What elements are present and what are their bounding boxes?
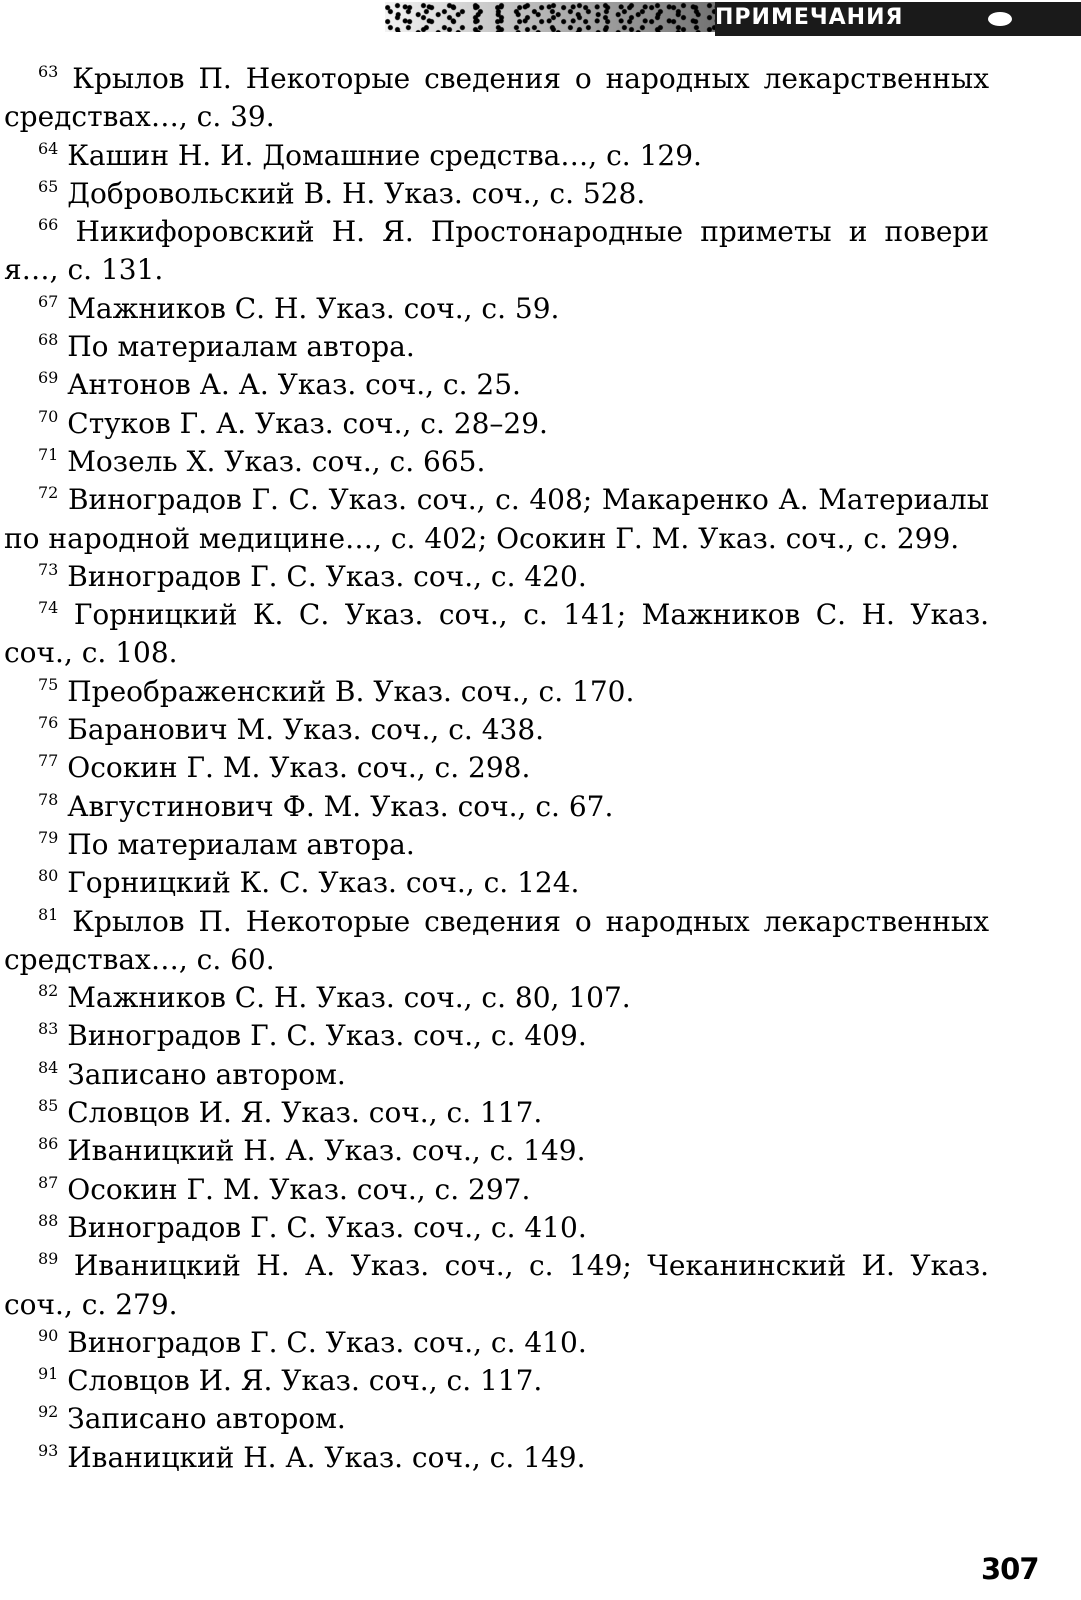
footnote-item (4, 1017, 989, 1055)
footnote-number: 91 (38, 1364, 59, 1384)
footnote-item (4, 558, 989, 596)
footnote-number: 65 (38, 176, 59, 196)
footnote-text: Иваницкий Н. А. Указ. соч., с. 149. (67, 1440, 586, 1474)
footnote-item (4, 596, 989, 673)
footnote-text: Добровольский В. Н. Указ. соч., с. 528. (67, 176, 646, 210)
footnote-number: 82 (38, 981, 59, 1001)
footnote-number: 86 (38, 1134, 59, 1154)
footnote-number: 81 (38, 904, 59, 924)
footnote-text: Стуков Г. А. Указ. соч., с. 28–29. (67, 406, 548, 440)
footnote-number: 75 (38, 674, 59, 694)
footnote-number: 88 (38, 1210, 59, 1230)
footnote-number: 67 (38, 291, 59, 311)
footnote-text: Осокин Г. М. Указ. соч., с. 298. (67, 751, 531, 785)
footnote-text: Виноградов Г. С. Указ. соч., с. 410. (67, 1325, 587, 1359)
footnote-number: 77 (38, 751, 59, 771)
footnote-text: По материалам автора. (67, 827, 415, 861)
footnote-number: 79 (38, 827, 59, 847)
footnote-item (4, 213, 989, 290)
footnote-item (4, 1324, 989, 1362)
footnote-text: Преображенский В. Указ. соч., с. 170. (67, 674, 635, 708)
footnote-text: Виноградов Г. С. Указ. соч., с. 420. (67, 559, 587, 593)
footnote-item (4, 366, 989, 404)
footnote-number: 84 (38, 1057, 59, 1077)
footnote-number: 90 (38, 1325, 59, 1345)
footnote-item (4, 979, 989, 1017)
footnote-item (4, 405, 989, 443)
footnote-text: Горницкий К. С. Указ. соч., с. 141; Мажников С. Н. Указ. соч., с. 108. (4, 598, 990, 670)
footnote-number: 72 (38, 483, 59, 503)
footnote-number: 68 (38, 330, 59, 350)
footnote-item (4, 1362, 989, 1400)
footnote-number: 69 (38, 368, 59, 388)
footnote-text: Иваницкий Н. А. Указ. соч., с. 149; Чеканинский И. Указ. соч., с. 279. (4, 1249, 989, 1321)
footnote-item (4, 60, 989, 137)
footnote-item (4, 137, 989, 175)
header-decorative-texture (385, 2, 715, 32)
footnote-number: 71 (38, 444, 59, 464)
footnote-number: 83 (38, 1019, 59, 1039)
footnote-number: 74 (38, 598, 59, 618)
footnote-item (4, 1209, 989, 1247)
footnote-item (4, 903, 989, 980)
footnote-text: Словцов И. Я. Указ. соч., с. 117. (67, 1096, 543, 1130)
footnote-item (4, 1171, 989, 1209)
footnote-item (4, 328, 989, 366)
running-header (0, 0, 1081, 44)
footnote-text: Виноградов Г. С. Указ. соч., с. 408; Макаренко А. Материалы по народной медицине…, с. 402; Осокин Г. М. Указ. соч., с. 299. (4, 483, 990, 555)
page-number: 307 (981, 1552, 1039, 1586)
footnote-item (4, 1247, 989, 1324)
footnote-number: 92 (38, 1402, 59, 1422)
footnote-item (4, 826, 989, 864)
footnote-text: Августинович Ф. М. Указ. соч., с. 67. (67, 789, 614, 823)
footnote-item (4, 1056, 989, 1094)
footnote-item (4, 481, 989, 558)
footnote-item (4, 864, 989, 902)
header-ornament-icon (985, 9, 1015, 29)
footnote-text: Мозель Х. Указ. соч., с. 665. (67, 444, 486, 478)
footnote-number: 78 (38, 789, 59, 809)
footnote-item (4, 673, 989, 711)
running-header-title: ПРИМЕЧАНИЯ (715, 5, 904, 30)
footnote-number: 80 (38, 866, 59, 886)
footnote-number: 93 (38, 1440, 59, 1460)
footnote-text: По материалам автора. (67, 330, 415, 364)
footnote-number: 85 (38, 1096, 59, 1116)
footnote-number: 87 (38, 1172, 59, 1192)
footnote-number: 64 (38, 138, 59, 158)
footnote-item (4, 175, 989, 213)
footnote-text: Виноградов Г. С. Указ. соч., с. 409. (67, 1019, 587, 1053)
footnote-text: Иваницкий Н. А. Указ. соч., с. 149. (67, 1134, 586, 1168)
footnote-item (4, 711, 989, 749)
footnote-number: 89 (38, 1249, 59, 1269)
footnote-text: Горницкий К. С. Указ. соч., с. 124. (67, 866, 580, 900)
footnote-text: Записано автором. (67, 1057, 346, 1091)
footnote-text: Словцов И. Я. Указ. соч., с. 117. (67, 1364, 543, 1398)
footnote-text: Антонов А. А. Указ. соч., с. 25. (67, 368, 521, 402)
footnote-text: Записано автором. (67, 1402, 346, 1436)
footnote-text: Баранович М. Указ. соч., с. 438. (67, 713, 545, 747)
footnote-item (4, 290, 989, 328)
footnote-number: 66 (38, 215, 59, 235)
footnote-number: 73 (38, 559, 59, 579)
footnote-item (4, 788, 989, 826)
footnote-text: Виноградов Г. С. Указ. соч., с. 410. (67, 1210, 587, 1244)
footnote-item (4, 1094, 989, 1132)
footnote-item (4, 1400, 989, 1438)
footnote-text: Крылов П. Некоторые сведения о народных лекарственных средствах…, с. 39. (4, 62, 989, 134)
footnote-text: Никифоровский Н. Я. Простонародные приметы и повери я…, с. 131. (4, 215, 989, 287)
footnote-text: Крылов П. Некоторые сведения о народных лекарственных средствах…, с. 60. (4, 904, 989, 976)
footnote-item (4, 1439, 989, 1477)
footnote-text: Кашин Н. И. Домашние средства…, с. 129. (67, 138, 702, 172)
footnote-number: 76 (38, 713, 59, 733)
footnote-number: 70 (38, 406, 59, 426)
footnote-text: Мажников С. Н. Указ. соч., с. 80, 107. (67, 981, 631, 1015)
footnote-item (4, 443, 989, 481)
notes-list (4, 60, 989, 1477)
footnote-item (4, 749, 989, 787)
footnote-item (4, 1132, 989, 1170)
footnote-number: 63 (38, 62, 59, 81)
footnote-text: Мажников С. Н. Указ. соч., с. 59. (67, 291, 560, 325)
footnote-text: Осокин Г. М. Указ. соч., с. 297. (67, 1172, 531, 1206)
